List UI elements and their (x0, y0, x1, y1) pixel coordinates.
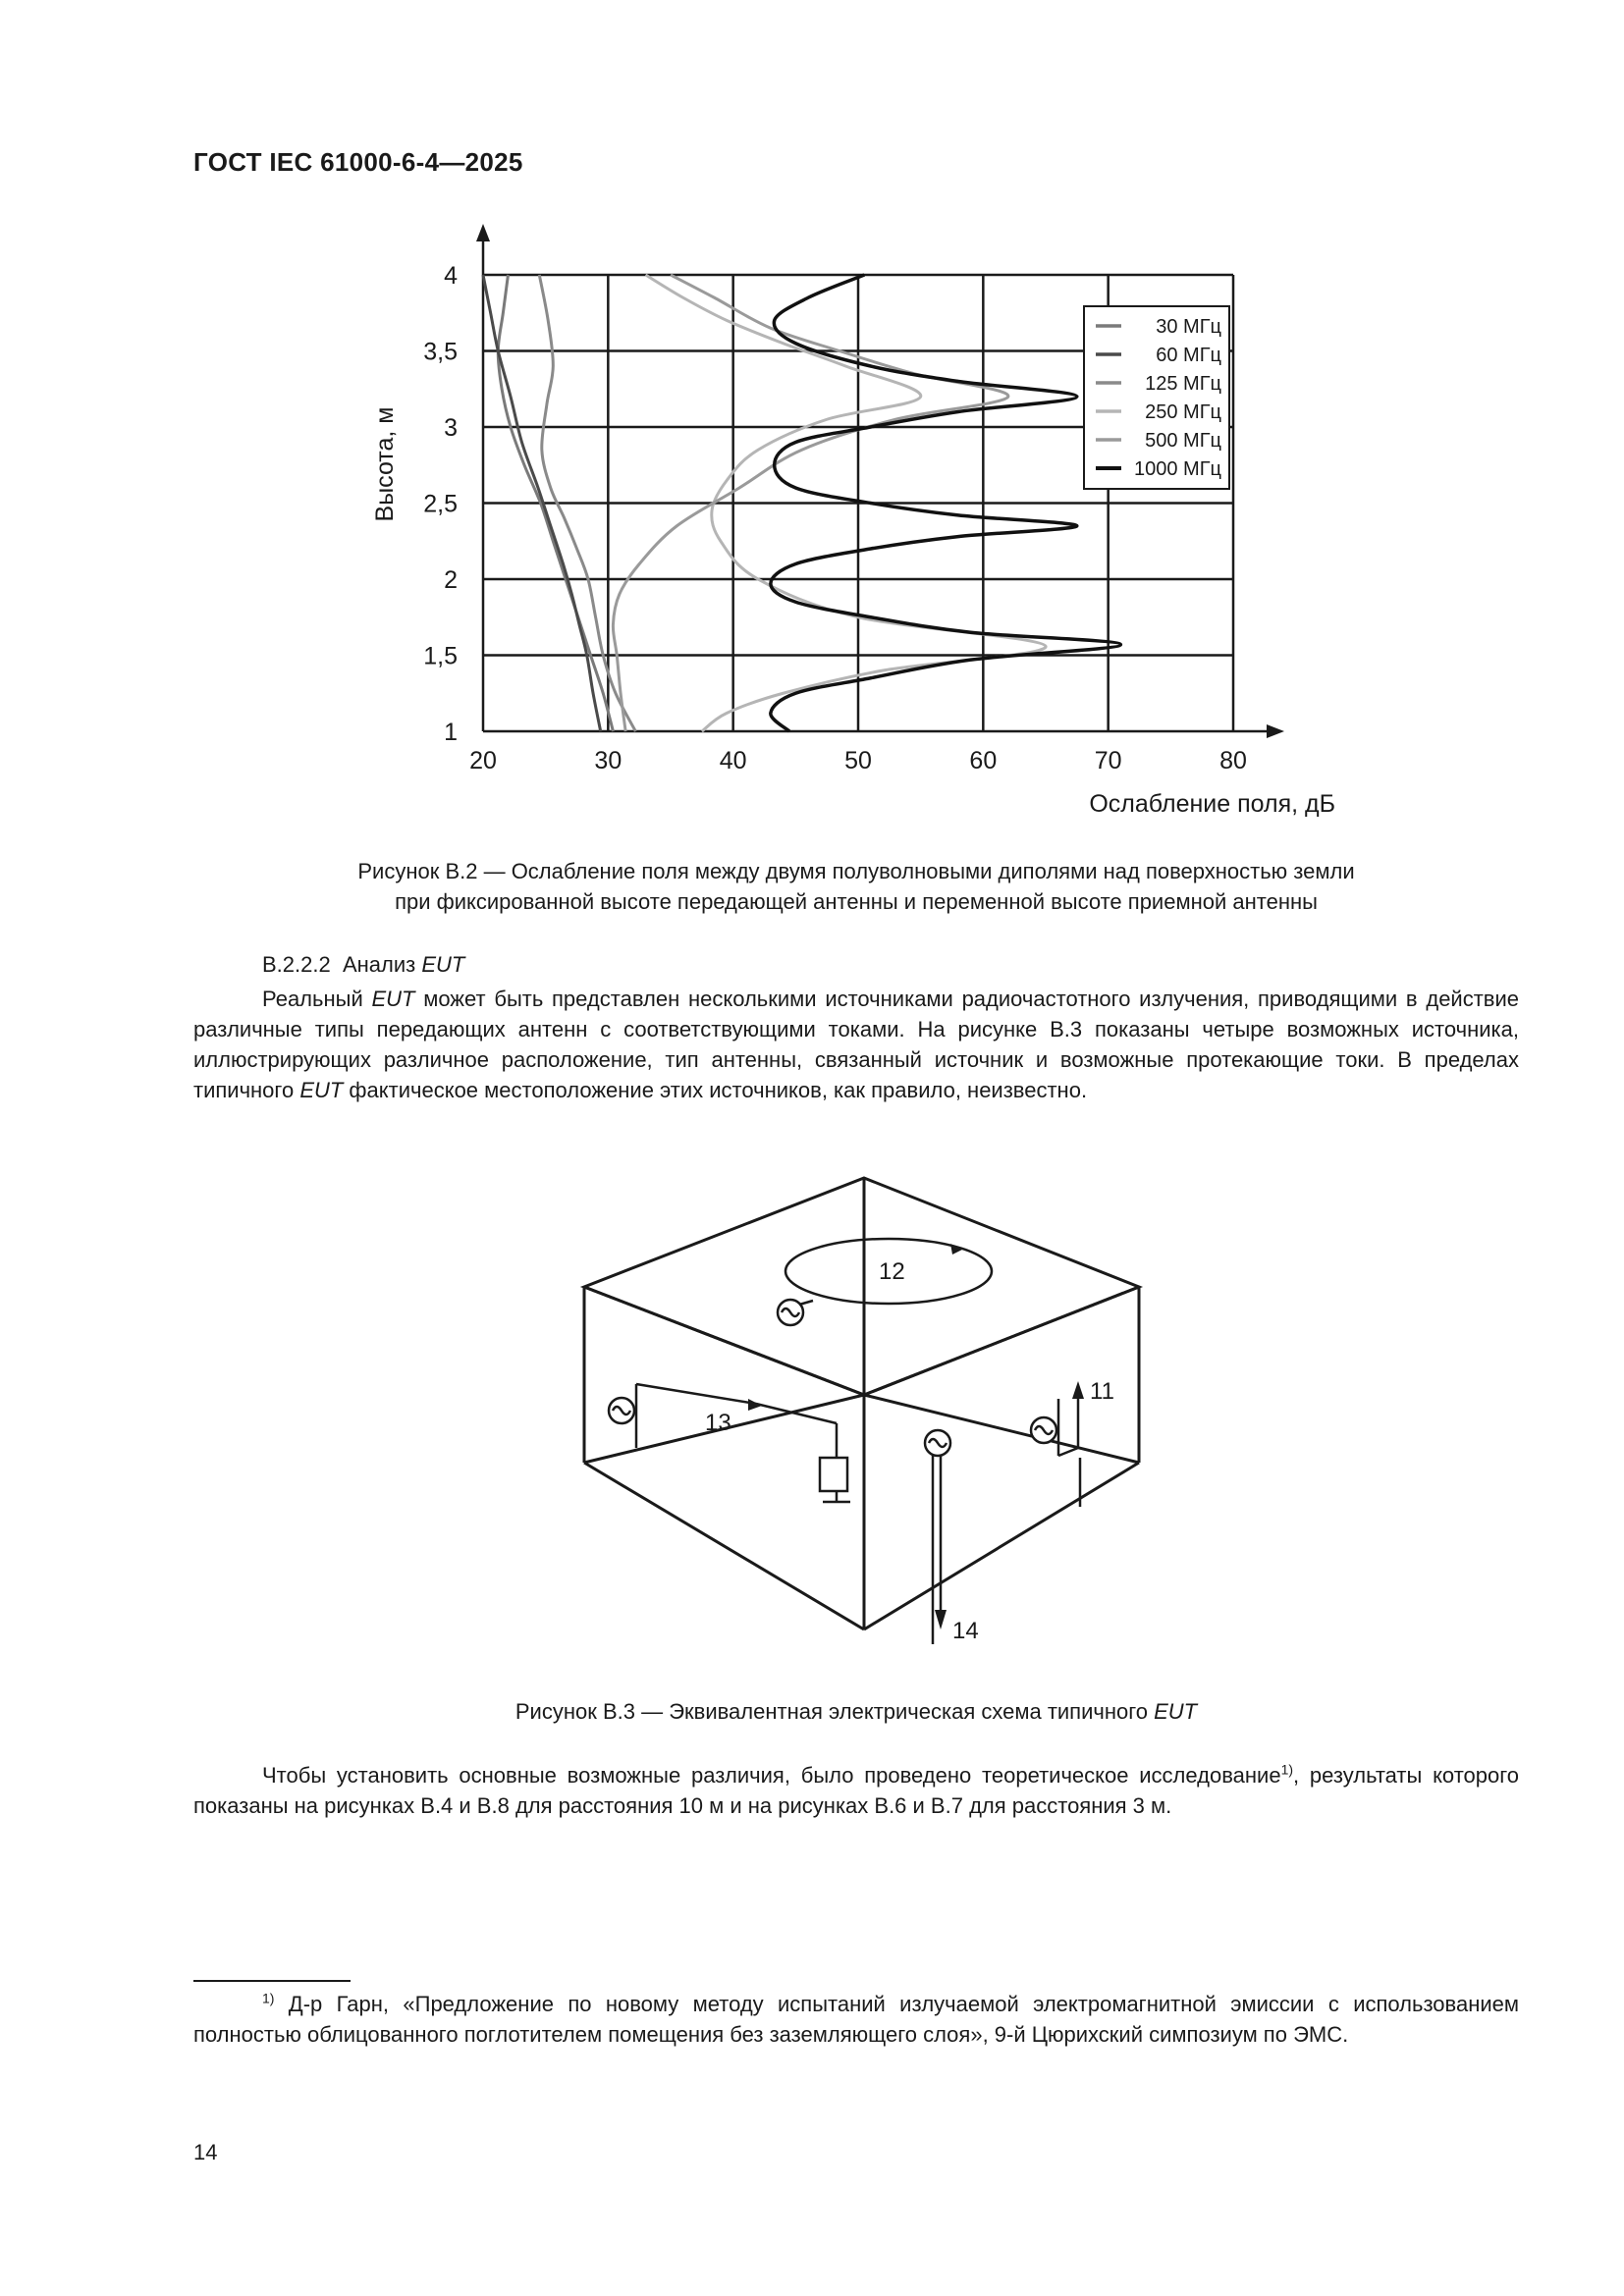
footnote-rule (193, 1980, 351, 1982)
legend-label: 30 МГц (1156, 316, 1221, 338)
y-tick-label: 1,5 (423, 642, 458, 670)
y-axis-label: Высота, м (371, 406, 399, 522)
y-axis-arrow (476, 224, 490, 241)
chart-legend (1084, 306, 1229, 489)
x-axis-arrow (1267, 724, 1284, 738)
y-tick-label: 1 (444, 719, 458, 746)
section-heading (262, 952, 464, 978)
para1-eut-2: EUT (299, 1078, 344, 1102)
figure-b3-caption-text: Рисунок В.3 — Эквивалентная электрическая схема типичного (514, 1699, 1155, 1724)
attenuation-chart (353, 216, 1355, 834)
x-tick-label: 60 (969, 747, 998, 774)
legend-label: 1000 МГц (1134, 458, 1221, 480)
figure-b2-caption-line2: при фиксированной высоте передающей антенны и переменной высоте приемной антенны (395, 889, 1318, 914)
paragraph-study (193, 1760, 1519, 1821)
footnote-ref[interactable]: 1) (1280, 1761, 1294, 1778)
x-tick-label: 40 (719, 747, 747, 774)
figure-b3-diagram (560, 1163, 1168, 1654)
source-14 (925, 1430, 950, 1644)
x-tick-label: 80 (1219, 747, 1247, 774)
cube-top-face (584, 1178, 1139, 1395)
source-11 (1031, 1381, 1084, 1507)
y-tick-label: 4 (444, 262, 458, 290)
para1-text-b: может быть представлен несколькими источниками радиочастотного излучения, приводящими в действие различные типы передающих антенн с соответствующими токами. На рисунке В.3 показаны четыре возможных источника, иллюстрирующих различное расположение, тип антенны, связанный источник и возможные протекающие токи. В пределах типичного (193, 987, 1520, 1102)
legend-label: 60 МГц (1156, 345, 1221, 366)
legend-label: 500 МГц (1145, 430, 1221, 452)
section-number: B.2.2.2 (262, 952, 331, 977)
legend-label: 125 МГц (1145, 373, 1221, 395)
para1-text-a: Реальный (262, 987, 372, 1011)
x-tick-label: 70 (1094, 747, 1122, 774)
page-number: 14 (193, 2140, 218, 2164)
y-tick-label: 2,5 (423, 490, 458, 518)
para1-text-c: фактическое местоположение этих источников, как правило, неизвестно. (343, 1078, 1088, 1102)
section-title-eut: EUT (421, 952, 465, 977)
eut-equivalent-circuit (560, 1163, 1168, 1654)
x-tick-label: 30 (594, 747, 623, 774)
y-tick-label: 3 (444, 414, 458, 442)
footnote (193, 1989, 1519, 2050)
legend-label: 250 МГц (1145, 401, 1221, 423)
figure-b2-caption-line1: Рисунок В.2 — Ослабление поля между двумя полуволновыми диполями над поверхностью земли (357, 859, 1355, 883)
section-title-prefix: Анализ (342, 952, 422, 977)
label-14: 14 (952, 1618, 979, 1644)
x-tick-label: 20 (469, 747, 497, 774)
figure-b3-caption (193, 1696, 1519, 1727)
figure-b3-caption-eut: EUT (1154, 1699, 1198, 1724)
paragraph-eut-analysis (193, 984, 1519, 1105)
label-11: 11 (1090, 1378, 1114, 1405)
footnote-text: Д-р Гарн, «Предложение по новому методу испытаний излучаемой электромагнитной эмиссии с использованием полностью облицованного поглотителем помещения без заземляющего слоя», 9-й Цюрихский симпозиум по ЭМС. (193, 1992, 1519, 2047)
y-tick-label: 3,5 (423, 338, 458, 366)
label-13: 13 (705, 1410, 731, 1436)
para2-text-a: Чтобы установить основные возможные различия, было проведено теоретическое исследование (262, 1763, 1281, 1788)
y-tick-label: 2 (444, 566, 458, 594)
label-12: 12 (879, 1258, 905, 1285)
para2-text-b: , результаты которого показаны на рисунках В.4 и В.8 для расстояния 10 м и на рисунках В.6 и В.7 для расстояния 3 м. (193, 1763, 1520, 1818)
figure-b2-caption (193, 856, 1519, 917)
para1-eut-1: EUT (371, 987, 415, 1011)
figure-b2-chart (353, 216, 1355, 834)
x-axis-label: Ослабление поля, дБ (1089, 790, 1335, 818)
source-13 (609, 1384, 850, 1502)
x-tick-label: 50 (844, 747, 872, 774)
footnote-marker: 1) (262, 1990, 275, 2006)
standard-header: ГОСТ IEC 61000-6-4—2025 (193, 147, 523, 177)
